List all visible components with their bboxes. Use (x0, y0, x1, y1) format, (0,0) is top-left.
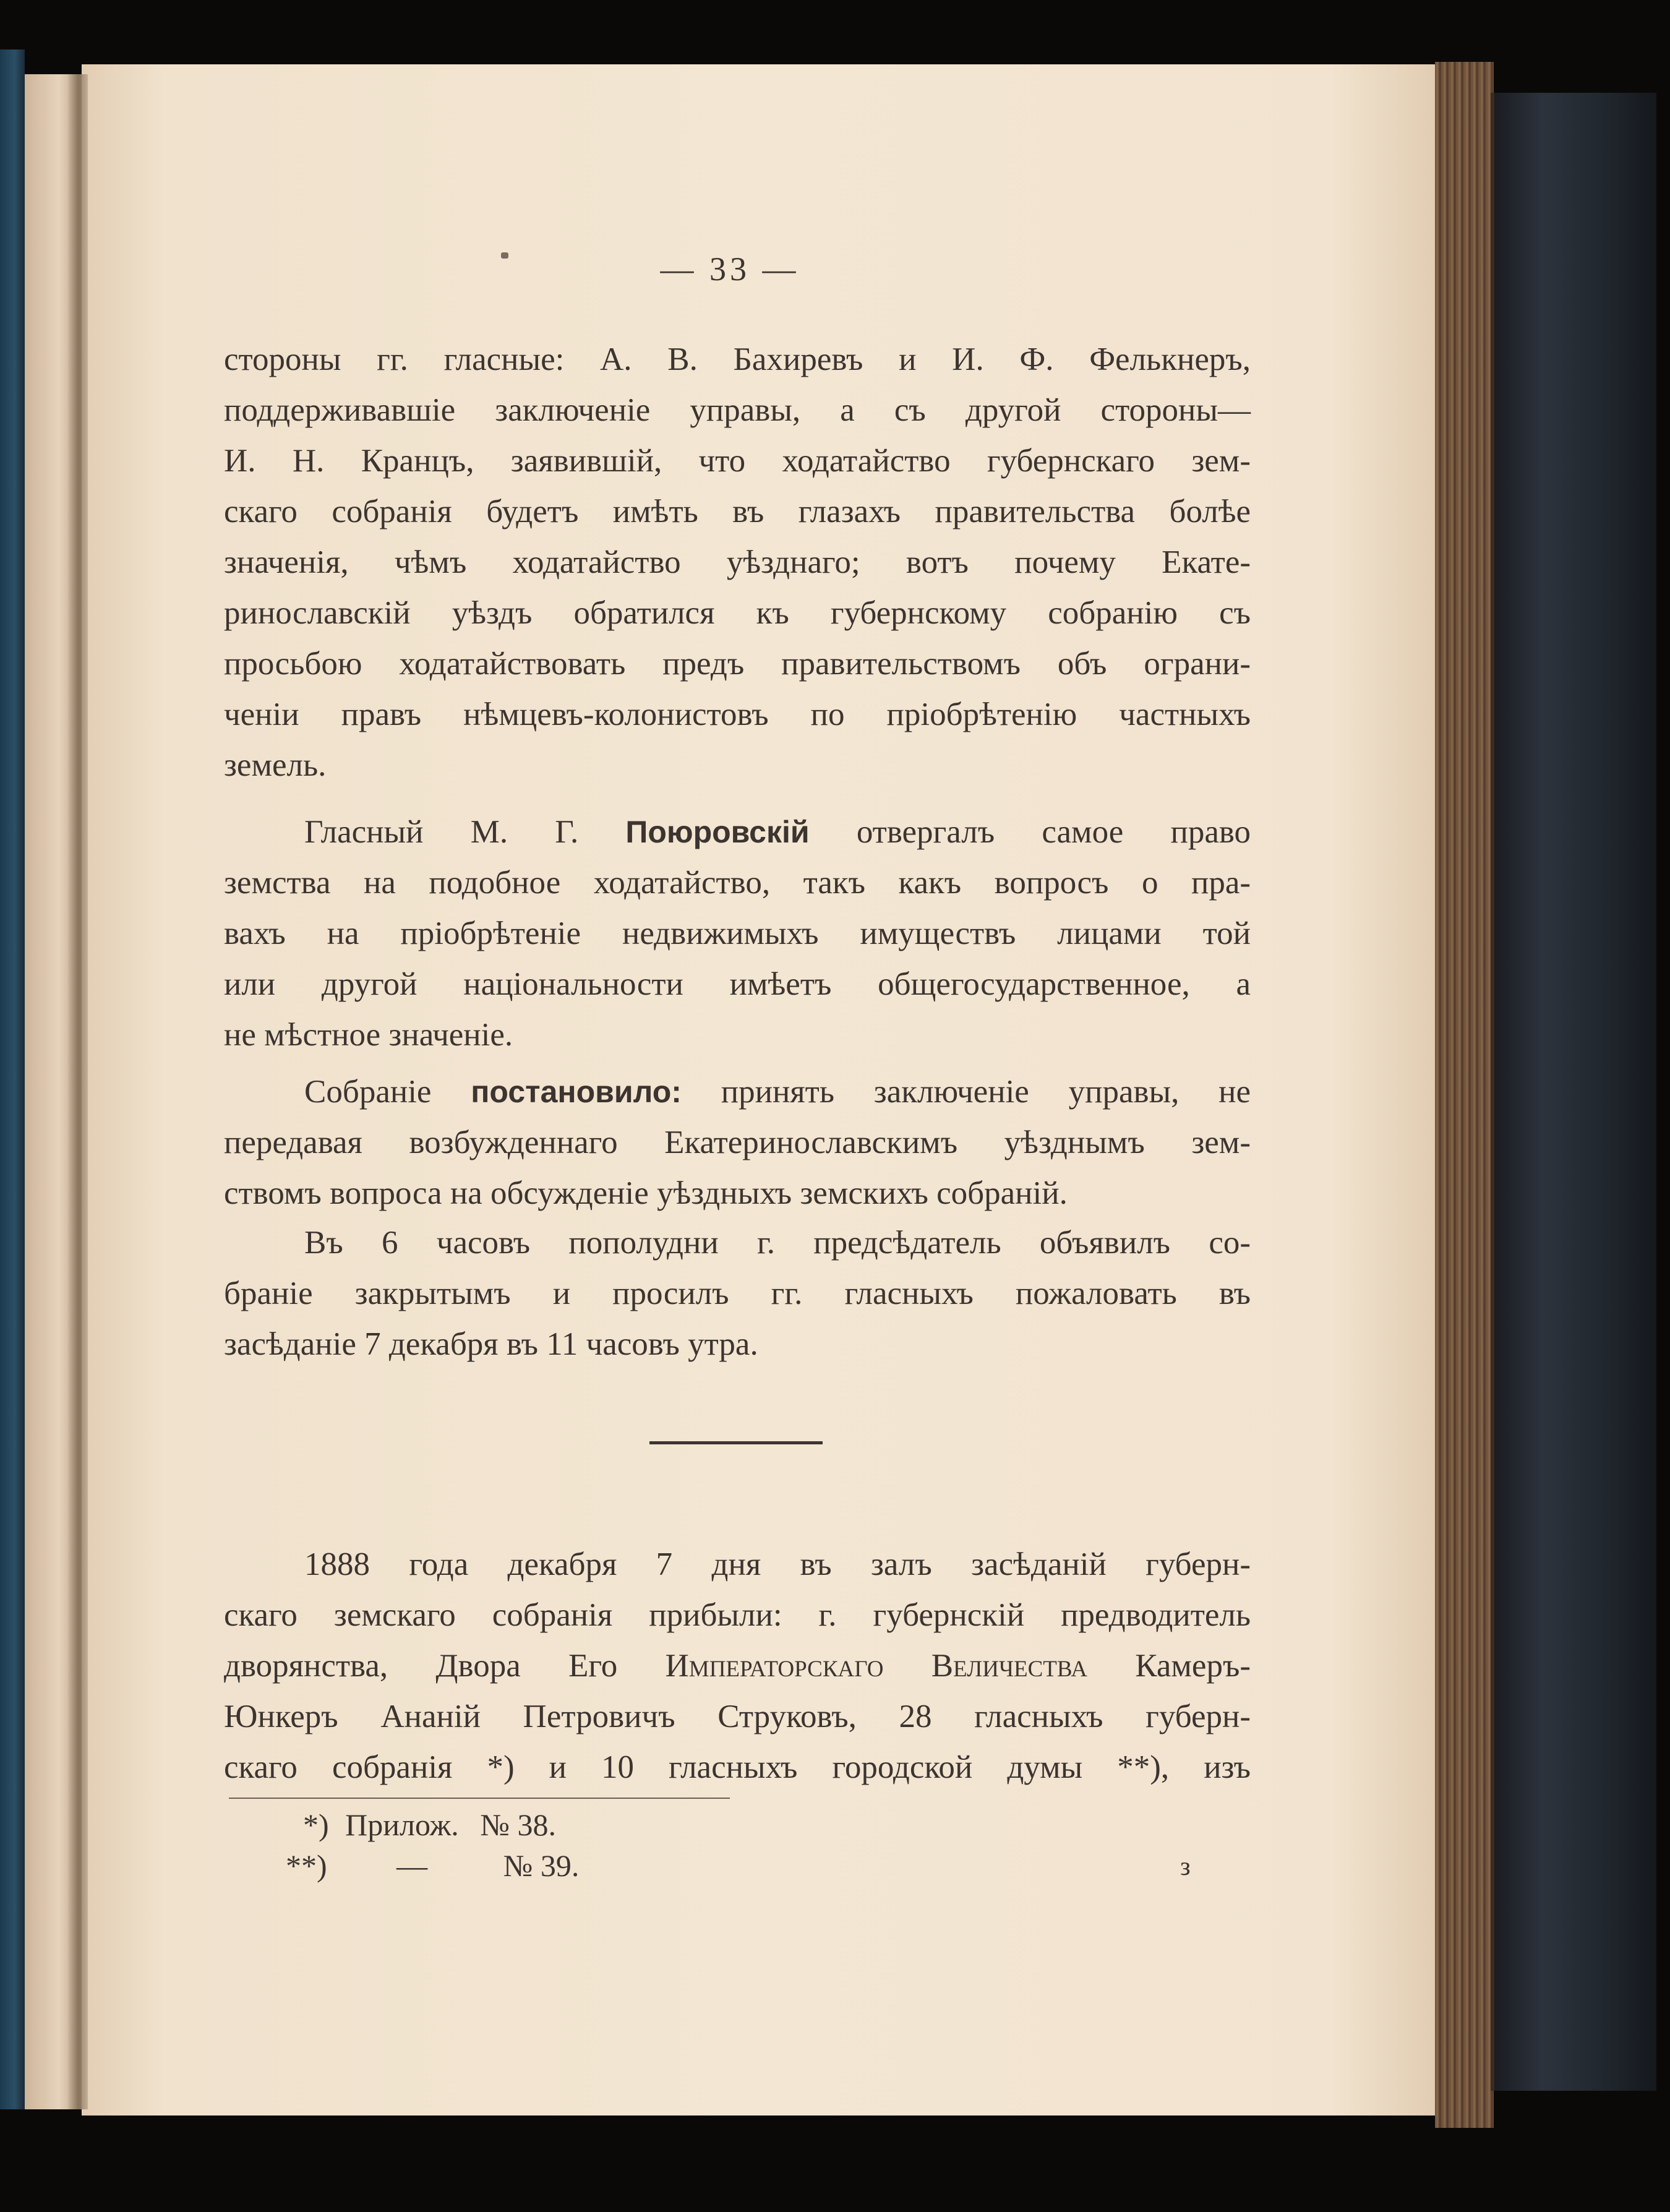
text-line (304, 1066, 1251, 1117)
text-line: скаго собранія *) и 10 гласныхъ городской думы **), изъ (224, 1749, 1251, 1785)
title-smallcaps: Императорскаго Величества (665, 1648, 1087, 1684)
ink-smudge (501, 252, 508, 259)
page-stack-edges (1435, 62, 1494, 2128)
footnote-text: — (396, 1848, 428, 1883)
text-line: передавая возбужденнаго Екатеринославскимъ уѣзднымъ зем- (224, 1125, 1251, 1160)
text-line: поддерживавшіе заключеніе управы, а съ другой стороны— (224, 392, 1251, 428)
footnote-mark: *) (303, 1807, 329, 1842)
page-gutter-shadow (67, 74, 88, 2109)
footnote-text: Прилож. (345, 1807, 459, 1842)
text-line: значенія, чѣмъ ходатайство уѣзднаго; вотъ почему Екате- (224, 544, 1251, 580)
text-run: принять заключеніе управы, не (721, 1074, 1251, 1110)
footnote-2 (286, 1841, 579, 1890)
signature-mark: з (1180, 1853, 1191, 1881)
text-line: стороны гг. гласные: А. В. Бахиревъ и И. Ф. Фелькнеръ, (224, 341, 1251, 377)
text-line: земель. (224, 747, 327, 783)
speaker-name: Поюровскій (625, 815, 810, 849)
text-line: ринославскій уѣздъ обратился къ губернскому собранію съ (224, 595, 1251, 631)
text-run: дворянства, Двора Его (224, 1648, 618, 1684)
text-line: вахъ на пріобрѣтеніе недвижимыхъ имуществъ лицами той (224, 915, 1251, 951)
text-line: ствомъ вопроса на обсужденіе уѣздныхъ земскихъ собраній. (224, 1175, 1068, 1211)
text-line: И. Н. Кранцъ, заявившій, что ходатайство губернскаго зем- (224, 443, 1251, 479)
text-line: 1888 года декабря 7 дня въ залъ засѣданій губерн- (304, 1546, 1251, 1582)
text-line: скаго собранія будетъ имѣть въ глазахъ правительства болѣе (224, 494, 1251, 529)
text-line: скаго земскаго собранія прибыли: г. губернскій предводитель (224, 1597, 1251, 1633)
text-line: не мѣстное значеніе. (224, 1017, 513, 1053)
text-line (224, 1640, 1251, 1691)
text-line: просьбою ходатайствовать предъ правительствомъ объ ограни- (224, 646, 1251, 682)
text-line: ченіи правъ нѣмцевъ-колонистовъ по пріобрѣтенію частныхъ (224, 697, 1251, 732)
text-line: засѣданіе 7 декабря въ 11 часовъ утра. (224, 1326, 758, 1362)
page-number: — 33 — (660, 251, 800, 288)
text-line (304, 807, 1251, 857)
text-line: или другой національности имѣетъ общегосударственное, а (224, 966, 1251, 1002)
text-line: Юнкеръ Ананій Петровичъ Струковъ, 28 гласныхъ губерн- (224, 1699, 1251, 1734)
text-run: Камеръ- (1135, 1648, 1251, 1684)
book-cover (1491, 93, 1656, 2091)
book-spine (0, 49, 25, 2109)
section-divider (649, 1441, 823, 1444)
text-run: отвергалъ самое право (856, 814, 1251, 850)
footnote-number: № 38. (480, 1807, 556, 1842)
text-line: земства на подобное ходатайство, такъ какъ вопросъ о пра- (224, 865, 1251, 901)
text-line: Въ 6 часовъ пополудни г. предсѣдатель объявилъ со- (304, 1225, 1251, 1261)
text-run: Гласный М. Г. (304, 814, 579, 850)
footnote-mark: **) (286, 1848, 327, 1883)
text-run: Собраніе (304, 1074, 432, 1110)
footnote-number: № 39. (503, 1848, 580, 1883)
resolution-label: постановило: (471, 1074, 682, 1109)
footnote-rule (229, 1798, 730, 1799)
text-line: браніе закрытымъ и просилъ гг. гласныхъ пожаловать въ (224, 1275, 1251, 1311)
